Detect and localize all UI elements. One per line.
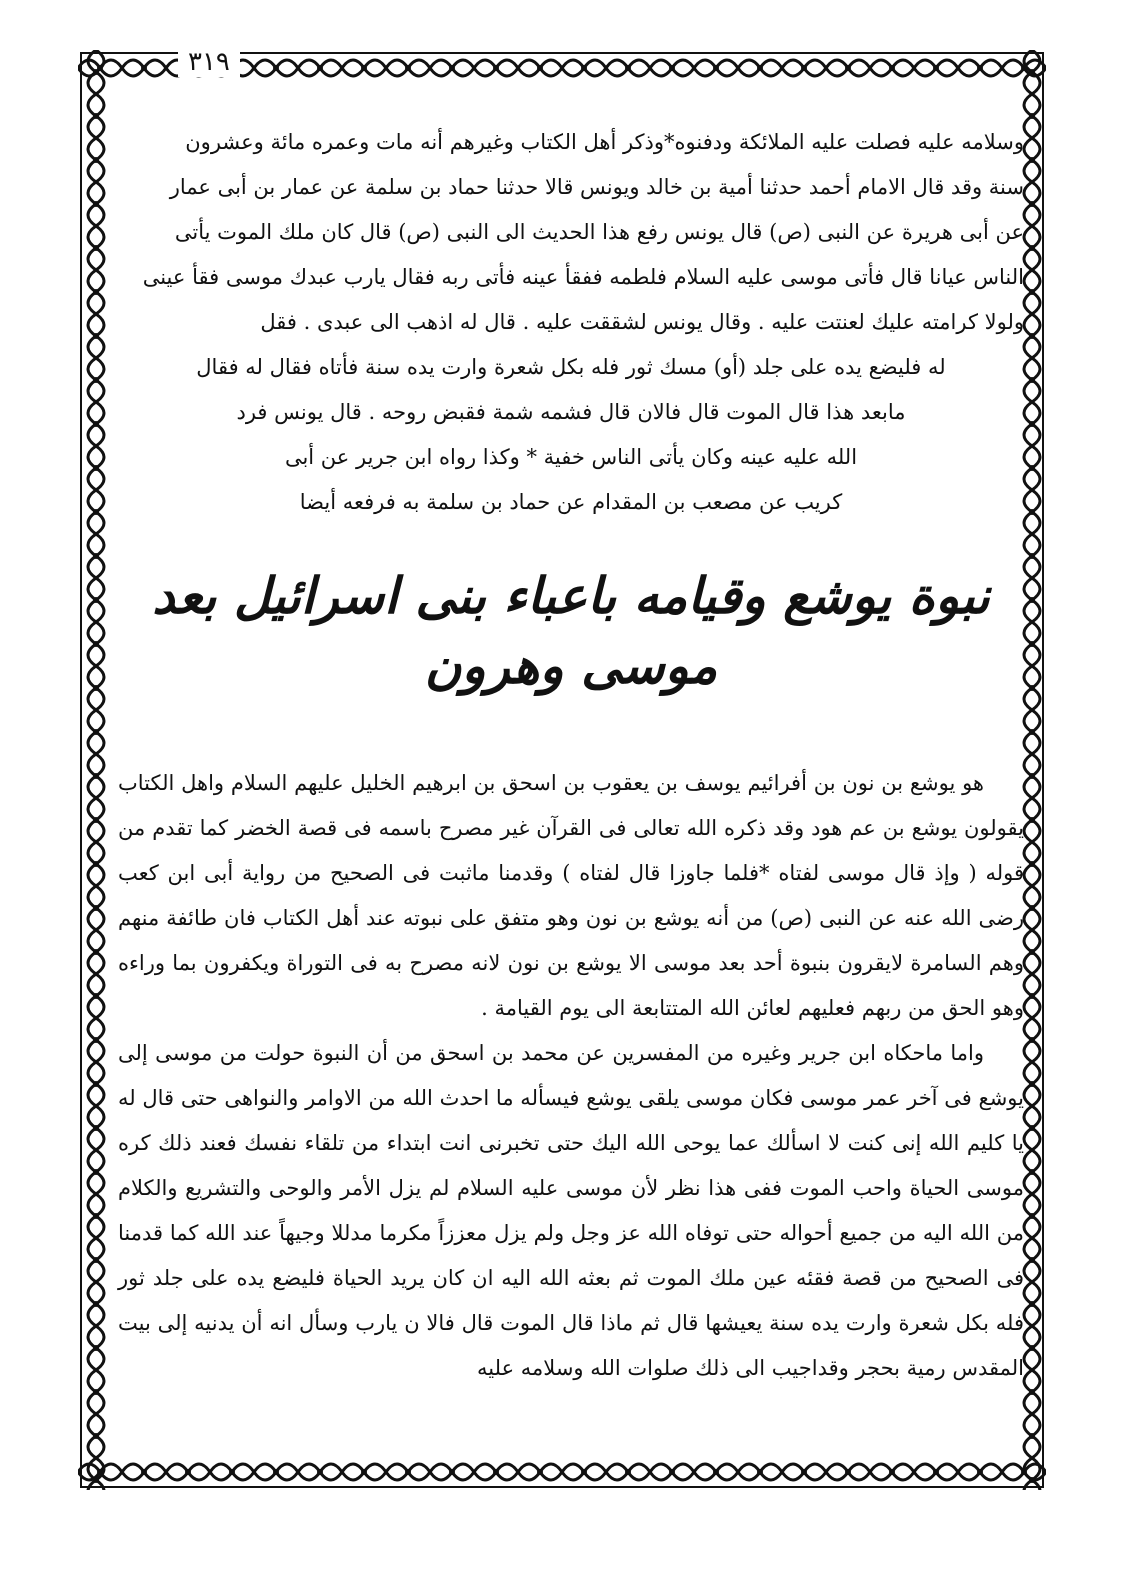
paragraph: واما ماحكاه ابن جرير وغيره من المفسرين عن محمد بن اسحق من أن النبوة حولت من موسى إلى يوشع فى آخر عمر موسى فكان موسى يلقى يوشع فيسأله ما احدث الله من الاوامر والنواهى حتى قال له يا كليم الله إنى كنت لا اسألك عما يوحى الله اليك حتى تخبرنى انت ابتداء من تلقاء نفسك فعند ذلك كره موسى الحياة واحب الموت ففى هذا نظر لأن موسى عليه السلام لم يزل الأمر والوحى والتشريع والكلام من الله اليه من جميع أحواله حتى توفاه الله عز وجل ولم يزل معززاً مكرما مدللا وجيهاً عند الله كما قدمنا فى الصحيح من قصة فقئه عين ملك الموت ثم بعثه الله اليه ان كان يريد الحياة فليضع يده على جلد ثور فله بكل شعرة وارت يده سنة يعيشها قال ثم ماذا قال الموت قال فالا ن يارب وسأل انه أن يدنيه إلى بيت المقدس رمية بحجر وقداجيب الى ذلك صلوات الله وسلامه عليه [118, 1041, 1024, 1380]
page-content [118, 120, 1024, 1391]
paragraph: هو يوشع بن نون بن أفرائيم يوسف بن يعقوب بن اسحق بن ابرهيم الخليل عليهم السلام واهل الكتاب يقولون يوشع بن عم هود وقد ذكره الله تعالى فى القرآن غير مصرح باسمه فى قصة الخضر كما تقدم من قوله ( وإذ قال موسى لفتاه *فلما جاوزا قال لفتاه ) وقدمنا ماثبت فى الصحيح من رواية أبى ابن كعب رضى الله عنه عن النبى (ص) من أنه يوشع بن نون وهو متفق على نبوته عند أهل الكتاب فان طائفة منهم وهم السامرة لايقرون بنبوة أحد بعد موسى الا يوشع بن نون لانه مصرح به فى التوراة ويكفرون بما وراءه وهو الحق من ربهم فعليهم لعائن الله المتتابعة الى يوم القيامة . [118, 771, 1025, 1020]
page-number: ٣١٩ [178, 47, 240, 77]
text-line: ولولا كرامته عليك لعنتت عليه . وقال يونس لشققت عليه . قال له اذهب الى عبدى . فقل [260, 310, 1024, 334]
text-line-centered: مابعد هذا قال الموت قال فالان قال فشمه شمة فقبض روحه . قال يونس فرد [236, 400, 906, 424]
text-line: سنة وقد قال الامام أحمد حدثنا أمية بن خالد ويونس قالا حدثنا حماد بن سلمة عن عمار بن أبى عمار [169, 175, 1024, 199]
text-line: عن أبى هريرة عن النبى (ص) قال يونس رفع هذا الحديث الى النبى (ص) قال كان ملك الموت يأتى [174, 220, 1024, 244]
text-line-centered: له فليضع يده على جلد (أو) مسك ثور فله بكل شعرة وارت يده سنة فأتاه فقال له فقال [196, 355, 946, 379]
text-line: الناس عيانا قال فأتى موسى عليه السلام فلطمه ففقأ عينه فأتى ربه فقال يارب عبدك موسى فقأ عينى [142, 265, 1024, 289]
text-line-centered: الله عليه عينه وكان يأتى الناس خفية * وكذا رواه ابن جرير عن أبى [284, 445, 858, 469]
text-line-centered: كريب عن مصعب بن المقدام عن حماد بن سلمة به فرفعه أيضا [299, 490, 843, 514]
section-title: نبوة يوشع وقيامه باعباء بنى اسرائيل بعد موسى وهرون [152, 566, 990, 695]
text-line: وسلامه عليه فصلت عليه الملائكة ودفنوه*وذكر أهل الكتاب وغيرهم أنه مات وعمره مائة وعشرون [185, 130, 1024, 154]
